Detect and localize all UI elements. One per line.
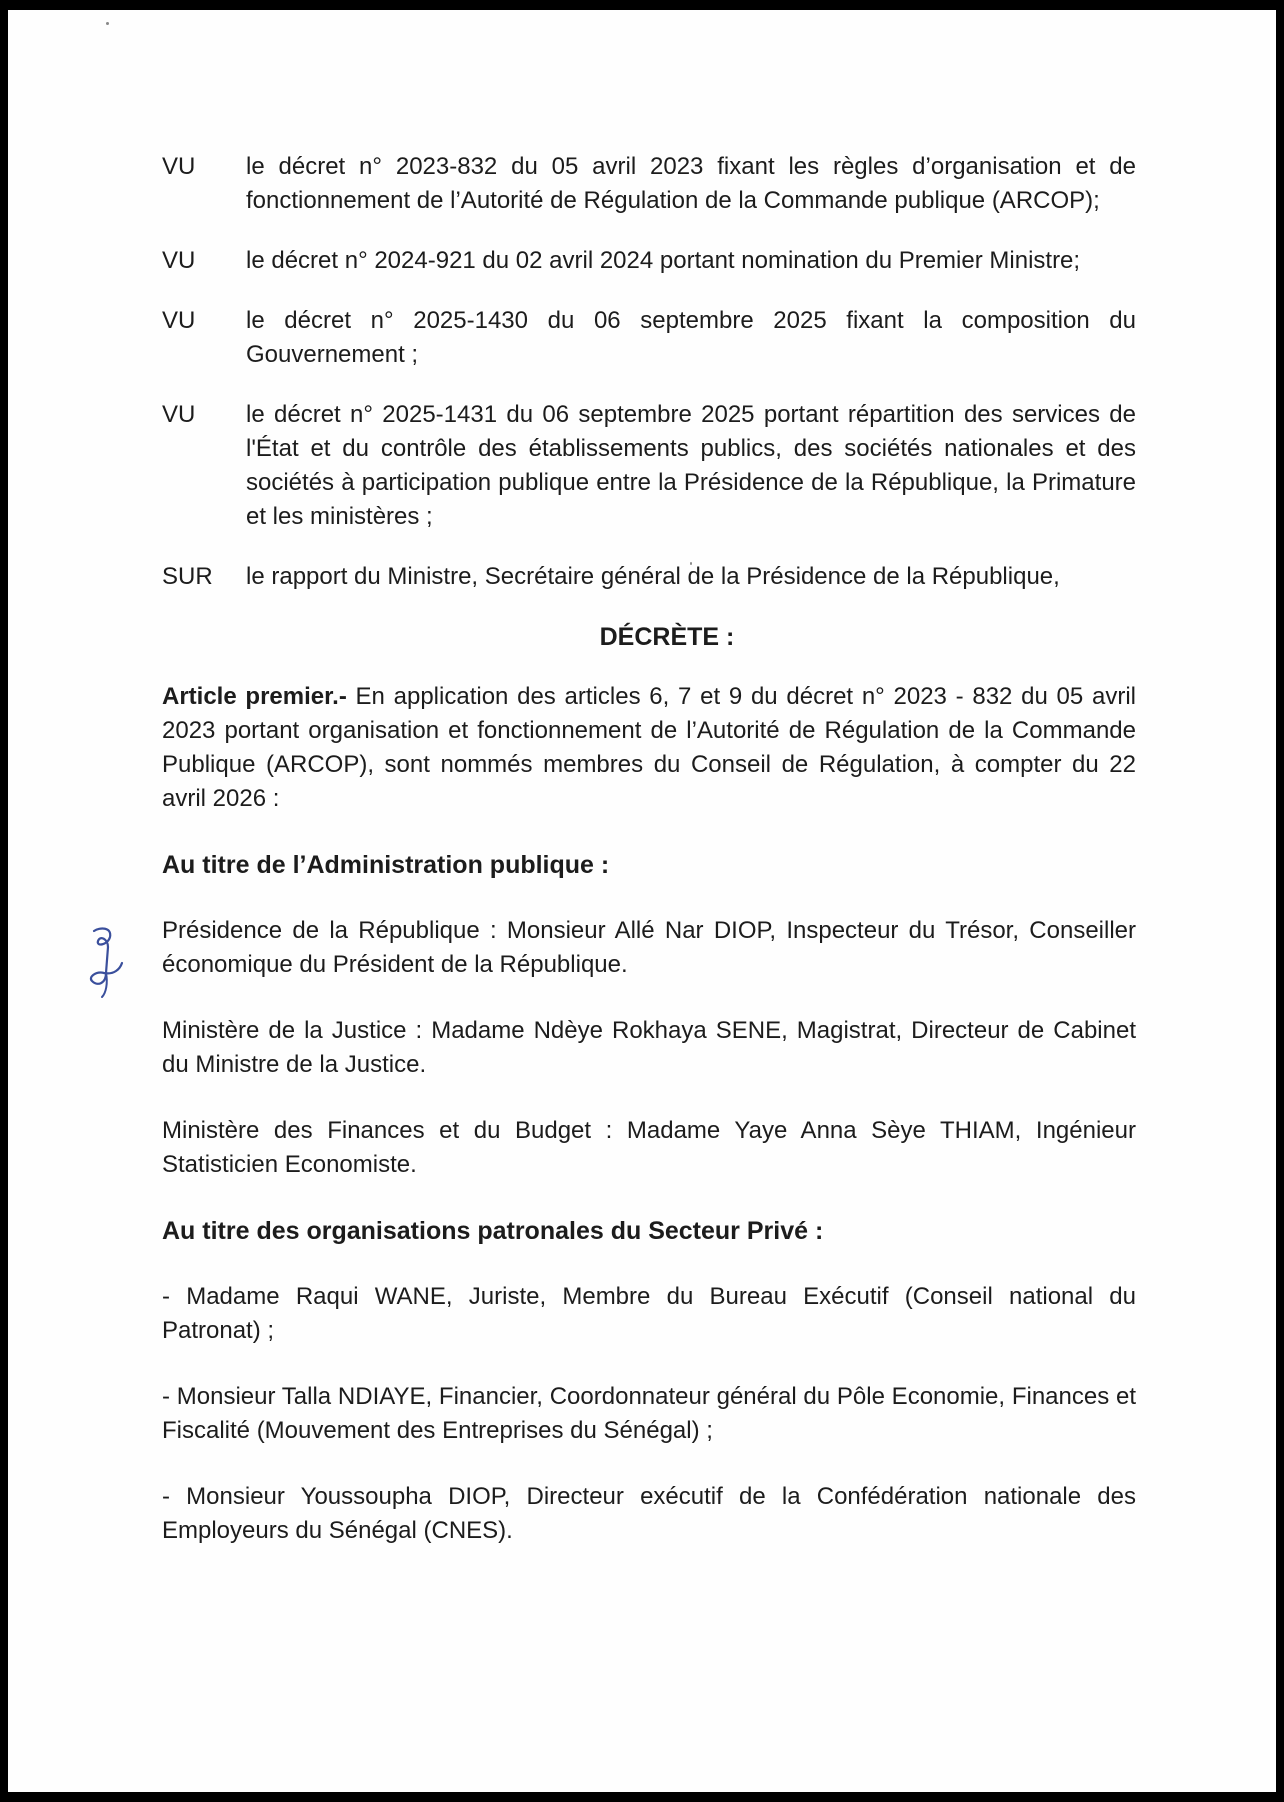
member-entry: Ministère de la Justice : Madame Ndèye Rokhaya SENE, Magistrat, Directeur de Cabinet du Ministre de la Justice. (162, 1017, 1136, 1078)
clause-label: VU (162, 307, 196, 334)
section-heading-private: Au titre des organisations patronales du Secteur Privé : (162, 1217, 824, 1245)
document-body (162, 150, 1136, 1548)
member-entry: Ministère des Finances et du Budget : Madame Yaye Anna Sèye THIAM, Ingénieur Statisticien Economiste. (162, 1117, 1136, 1178)
section-heading-admin: Au titre de l’Administration publique : (162, 851, 610, 879)
member-entry: - Monsieur Talla NDIAYE, Financier, Coordonnateur général du Pôle Economie, Finances et Fiscalité (Mouvement des Entreprises du Sénégal) ; (162, 1383, 1136, 1444)
clause-label: SUR (162, 563, 213, 590)
clause-text: le rapport du Ministre, Secrétaire général de la Présidence de la République, (246, 563, 1060, 590)
member-entry: - Madame Raqui WANE, Juriste, Membre du Bureau Exécutif (Conseil national du Patronat) ; (162, 1283, 1136, 1344)
clause-label: VU (162, 247, 196, 274)
handwritten-initials-icon (86, 925, 126, 1001)
clause-label: VU (162, 401, 196, 428)
vu-clause (162, 150, 1136, 218)
scan-speck (106, 22, 109, 25)
sur-clause (162, 560, 1136, 594)
article-heading: Article premier.- (162, 683, 347, 710)
clause-label: VU (162, 153, 196, 180)
article-text: En application des articles 6, 7 et 9 du décret n° 2023 - 832 du 05 avril 2023 portant organisation et fonctionnement de l’Autorité de Régulation de la Commande Publique (ARCOP), sont nommés membres du Conseil de Régulation, à compter du 22 avril 2026 : (162, 683, 1136, 812)
clause-text: le décret n° 2025-1430 du 06 septembre 2025 fixant la composition du Gouvernement ; (246, 307, 1136, 368)
clause-text: le décret n° 2024-921 du 02 avril 2024 portant nomination du Premier Ministre; (246, 247, 1081, 274)
vu-clause (162, 244, 1136, 278)
member-entry: - Monsieur Youssoupha DIOP, Directeur exécutif de la Confédération nationale des Employeurs du Sénégal (CNES). (162, 1483, 1136, 1544)
vu-clause (162, 398, 1136, 534)
vu-clause (162, 304, 1136, 372)
article-premier (162, 680, 1136, 816)
clause-text: le décret n° 2023-832 du 05 avril 2023 fixant les règles d’organisation et de fonctionnement de l’Autorité de Régulation de la Commande publique (ARCOP); (246, 153, 1136, 214)
member-entry: Présidence de la République : Monsieur Allé Nar DIOP, Inspecteur du Trésor, Conseiller économique du Président de la République. (162, 917, 1136, 978)
decree-title: DÉCRÈTE : (599, 623, 735, 651)
clause-text: le décret n° 2025-1431 du 06 septembre 2025 portant répartition des services de l'État et du contrôle des établissements publics, des sociétés nationales et des sociétés à participation publique entre la Présidence de la République, la Primature et les ministères ; (246, 401, 1136, 530)
